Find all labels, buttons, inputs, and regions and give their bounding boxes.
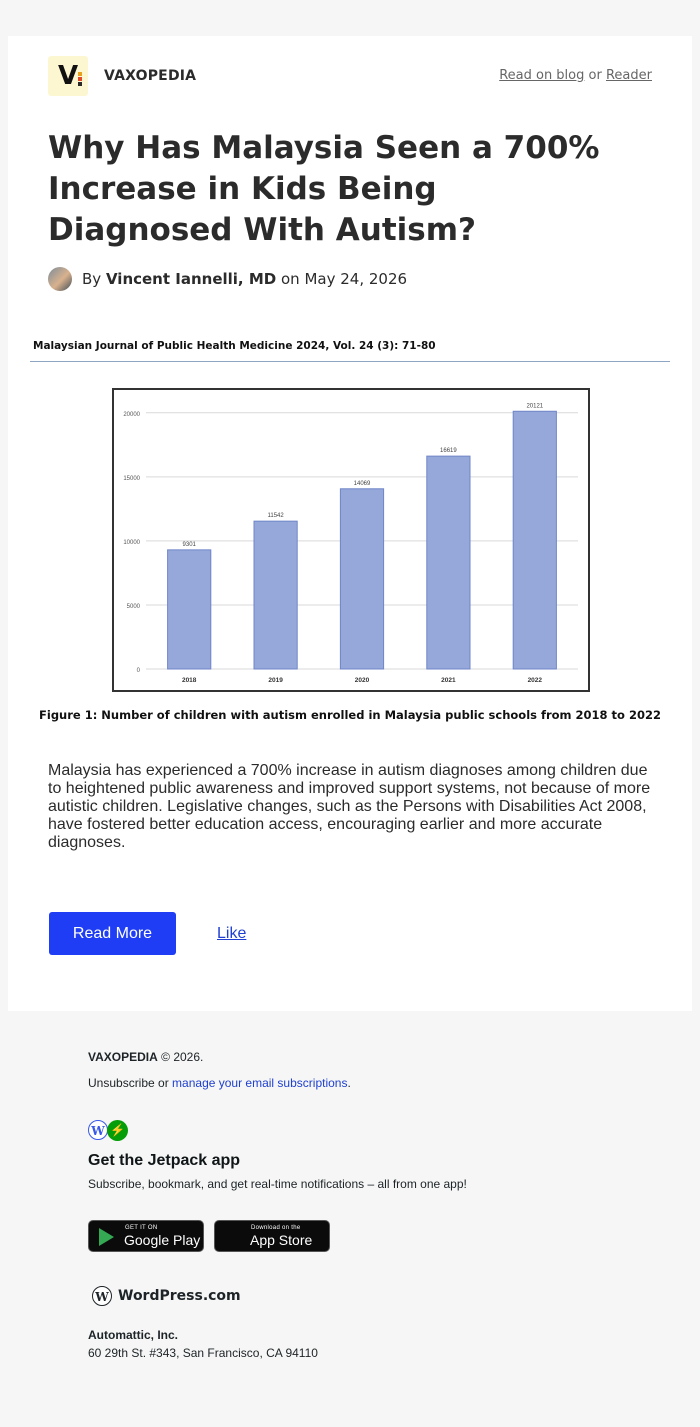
post-title[interactable]: Why Has Malaysia Seen a 700% Increase in Kids Being Diagnosed With Autism?	[48, 130, 600, 248]
bar	[168, 550, 211, 669]
reader-link[interactable]: Reader	[605, 68, 652, 83]
x-tick-label: 2018	[181, 677, 197, 684]
x-tick-label: 2021	[441, 677, 456, 684]
x-tick-label: 2022	[527, 677, 543, 684]
bar	[340, 489, 383, 669]
x-tick-label: 2019	[268, 677, 283, 684]
by-text: By	[82, 270, 102, 288]
post-card	[8, 36, 692, 1011]
data-label: 16619	[440, 448, 457, 455]
data-label: 20121	[526, 403, 544, 410]
like-link[interactable]: Like	[217, 925, 247, 942]
footer-copyright	[88, 1050, 203, 1064]
unsubscribe-prefix: Unsubscribe or	[88, 1076, 169, 1090]
site-logo[interactable]	[48, 56, 88, 96]
jetpack-icon: ⚡	[107, 1120, 128, 1141]
author-avatar	[48, 267, 72, 291]
y-tick-label: 0	[136, 668, 140, 674]
top-links	[499, 68, 652, 83]
wordpress-com-logo[interactable]	[92, 1286, 241, 1306]
journal-header: Malaysian Journal of Public Health Medicine 2024, Vol. 24 (3): 71-80	[33, 340, 436, 352]
app-store-small-label: Download on the	[251, 1225, 301, 1231]
data-label: 14069	[353, 480, 371, 487]
on-text: on	[281, 270, 300, 288]
author-name: Vincent Iannelli, MD	[105, 270, 277, 288]
app-store-button[interactable]	[214, 1220, 330, 1252]
y-tick-label: 20000	[123, 411, 140, 418]
jetpack-subtitle: Subscribe, bookmark, and get real-time notifications – all from one app!	[88, 1177, 467, 1191]
manage-subscriptions-link[interactable]: manage your email subscriptions	[172, 1076, 348, 1090]
bar	[427, 456, 470, 669]
logo-v-glyph: V	[58, 61, 79, 91]
footer-copyright-year: © 2026.	[161, 1050, 204, 1064]
google-play-label: Google Play	[124, 1232, 201, 1248]
unsubscribe-period: .	[347, 1076, 351, 1090]
jetpack-title: Get the Jetpack app	[88, 1152, 241, 1169]
wordpress-logo-icon: W	[92, 1286, 112, 1306]
bar	[254, 521, 297, 669]
google-play-small-label: GET IT ON	[125, 1225, 158, 1231]
post-date: May 24, 2026	[304, 270, 408, 288]
google-play-icon	[99, 1228, 114, 1246]
journal-rule	[30, 361, 670, 362]
read-on-blog-link[interactable]: Read on blog	[499, 68, 585, 83]
google-play-button[interactable]	[88, 1220, 204, 1252]
footer-unsubscribe	[88, 1076, 351, 1090]
bar-chart	[114, 390, 588, 690]
post-excerpt: Malaysia has experienced a 700% increase in autism diagnoses among children due to heightened public awareness and improved support systems, not because of more autistic children. Legislative changes, such as the Persons with Disabilities Act 2008, have fostered better education access, encouraging earlier and more accurate diagnoses.	[48, 762, 651, 851]
logo-bar-dark	[78, 82, 82, 86]
read-more-button[interactable]: Read More	[49, 912, 176, 955]
y-tick-label: 15000	[123, 475, 140, 482]
company-name: Automattic, Inc.	[88, 1328, 179, 1342]
logo-bar-orange	[78, 72, 82, 76]
site-name[interactable]: VAXOPEDIA	[104, 68, 197, 84]
company-address: 60 29th St. #343, San Francisco, CA 94110	[88, 1346, 318, 1360]
data-label: 9301	[182, 541, 196, 548]
y-tick-label: 5000	[126, 603, 140, 610]
data-label: 11542	[267, 513, 284, 520]
figure-caption: Figure 1: Number of children with autism enrolled in Malaysia public schools from 2018 to 2022	[39, 708, 661, 722]
y-tick-label: 10000	[123, 539, 140, 546]
footer-site-name: VAXOPEDIA	[88, 1050, 158, 1064]
x-tick-label: 2020	[354, 677, 370, 684]
byline	[48, 267, 407, 291]
bar	[513, 411, 556, 669]
chart-frame	[112, 388, 590, 692]
wordpress-icon: W	[88, 1120, 108, 1140]
or-text: or	[588, 68, 602, 83]
post-figure[interactable]	[30, 332, 670, 732]
app-store-label: App Store	[250, 1232, 313, 1248]
wordpress-com-text: WordPress.com	[118, 1288, 241, 1304]
logo-bar-red	[78, 77, 82, 81]
app-icons	[88, 1120, 128, 1141]
